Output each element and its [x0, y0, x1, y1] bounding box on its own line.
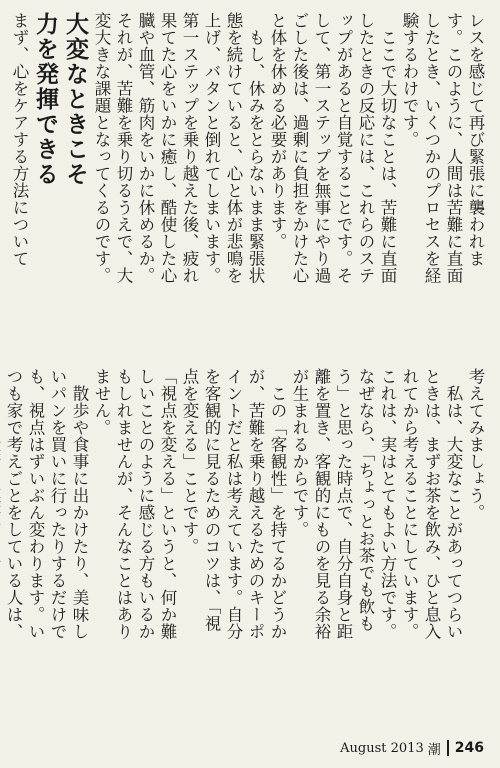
text-column: この「客観性」を持てるかどうか — [268, 368, 287, 640]
text-column: ここで大切なことは、苦難に直面 — [378, 12, 397, 284]
text-column: 上げ、バタンと倒れてしまいます。 — [202, 12, 221, 284]
text-column: 「視点を変える」というと、何か難 — [158, 368, 177, 640]
text-column: 果てた心をいかに癒し、酷使した心 — [158, 12, 177, 284]
text-column: レスを感じて再び緊張に襲われま — [466, 12, 485, 267]
text-column: ップがあると自覚することです。そ — [334, 12, 353, 284]
text-column: が、苦難を乗り越えるためのキーポ — [246, 368, 265, 640]
section-heading: 力を発揮できる — [32, 12, 58, 187]
text-column: ときは、まずお茶を飲み、ひと息入 — [422, 368, 441, 640]
top-text-band — [10, 12, 486, 352]
text-column: 私は、大変なことがあってつらい — [444, 368, 463, 640]
magazine-name: 潮 — [427, 742, 441, 758]
text-column: なぜなら、「ちょっとお茶でも飲も — [356, 368, 375, 632]
text-column: これは、実はとてもよい方法です。 — [378, 368, 397, 640]
bottom-text-band — [4, 368, 486, 726]
text-column: を客観的に見るためのコツは、「視 — [202, 368, 221, 632]
text-column: 験するわけです。 — [400, 12, 419, 148]
text-column: 考えてみましょう。 — [466, 368, 485, 521]
text-column: しいことのように感じる方もいるか — [136, 368, 155, 640]
page-number: 246 — [454, 740, 484, 756]
section-heading: 大変なときこそ — [62, 12, 88, 187]
text-column: と体を休める必要があります。 — [268, 12, 287, 250]
text-column: れてから考えることにしています。 — [400, 368, 419, 640]
text-column: う」と思った時点で、自分自身と距 — [334, 368, 353, 640]
text-column: まず、心をケアする方法について — [10, 12, 29, 267]
text-column: いパンを買いに行ったりするだけで — [48, 368, 67, 640]
text-column: イントだと私は考えています。自分 — [224, 368, 243, 640]
text-column: 変大きな課題となってくるのです。 — [92, 12, 111, 284]
page-footer — [0, 728, 500, 768]
issue-date: August 2013 — [340, 740, 424, 756]
text-column: ません。 — [92, 368, 111, 436]
text-column: 第一ステップを乗り越えた後、疲れ — [180, 12, 199, 284]
text-column: ごした後は、過剰に負担をかけた心 — [290, 12, 309, 284]
text-column: つも家で考えごとをしている人は、 — [4, 368, 23, 640]
text-column: それが、苦難を乗り切るうえで、大 — [114, 12, 133, 284]
text-column: もしれませんが、そんなことはあり — [114, 368, 133, 640]
text-column: して、第一ステップを無事にやり過 — [312, 12, 331, 284]
text-column: す。このように、人間は苦難に直面 — [444, 12, 463, 284]
footer-divider — [447, 740, 449, 756]
text-column: 散歩や食事に出かけたり、美味し — [70, 368, 89, 640]
text-column: 点を変える」ことです。 — [180, 368, 199, 555]
text-column: 離を置き、客観的にものを見る余裕 — [312, 368, 331, 640]
text-column: もし、休みをとらないまま緊張状 — [246, 12, 265, 284]
text-column: したとき、いくつかのプロセスを経 — [422, 12, 441, 284]
text-column: したときの反応には、これらのステ — [356, 12, 375, 284]
text-column: 臓や血管、筋肉をいかに休めるか。 — [136, 12, 155, 284]
text-column: 態を続けていると、心と体が悲鳴を — [224, 12, 243, 284]
text-column: が生まれるからです。 — [290, 368, 309, 538]
text-column: も、視点はずいぶん変わります。い — [26, 368, 45, 640]
